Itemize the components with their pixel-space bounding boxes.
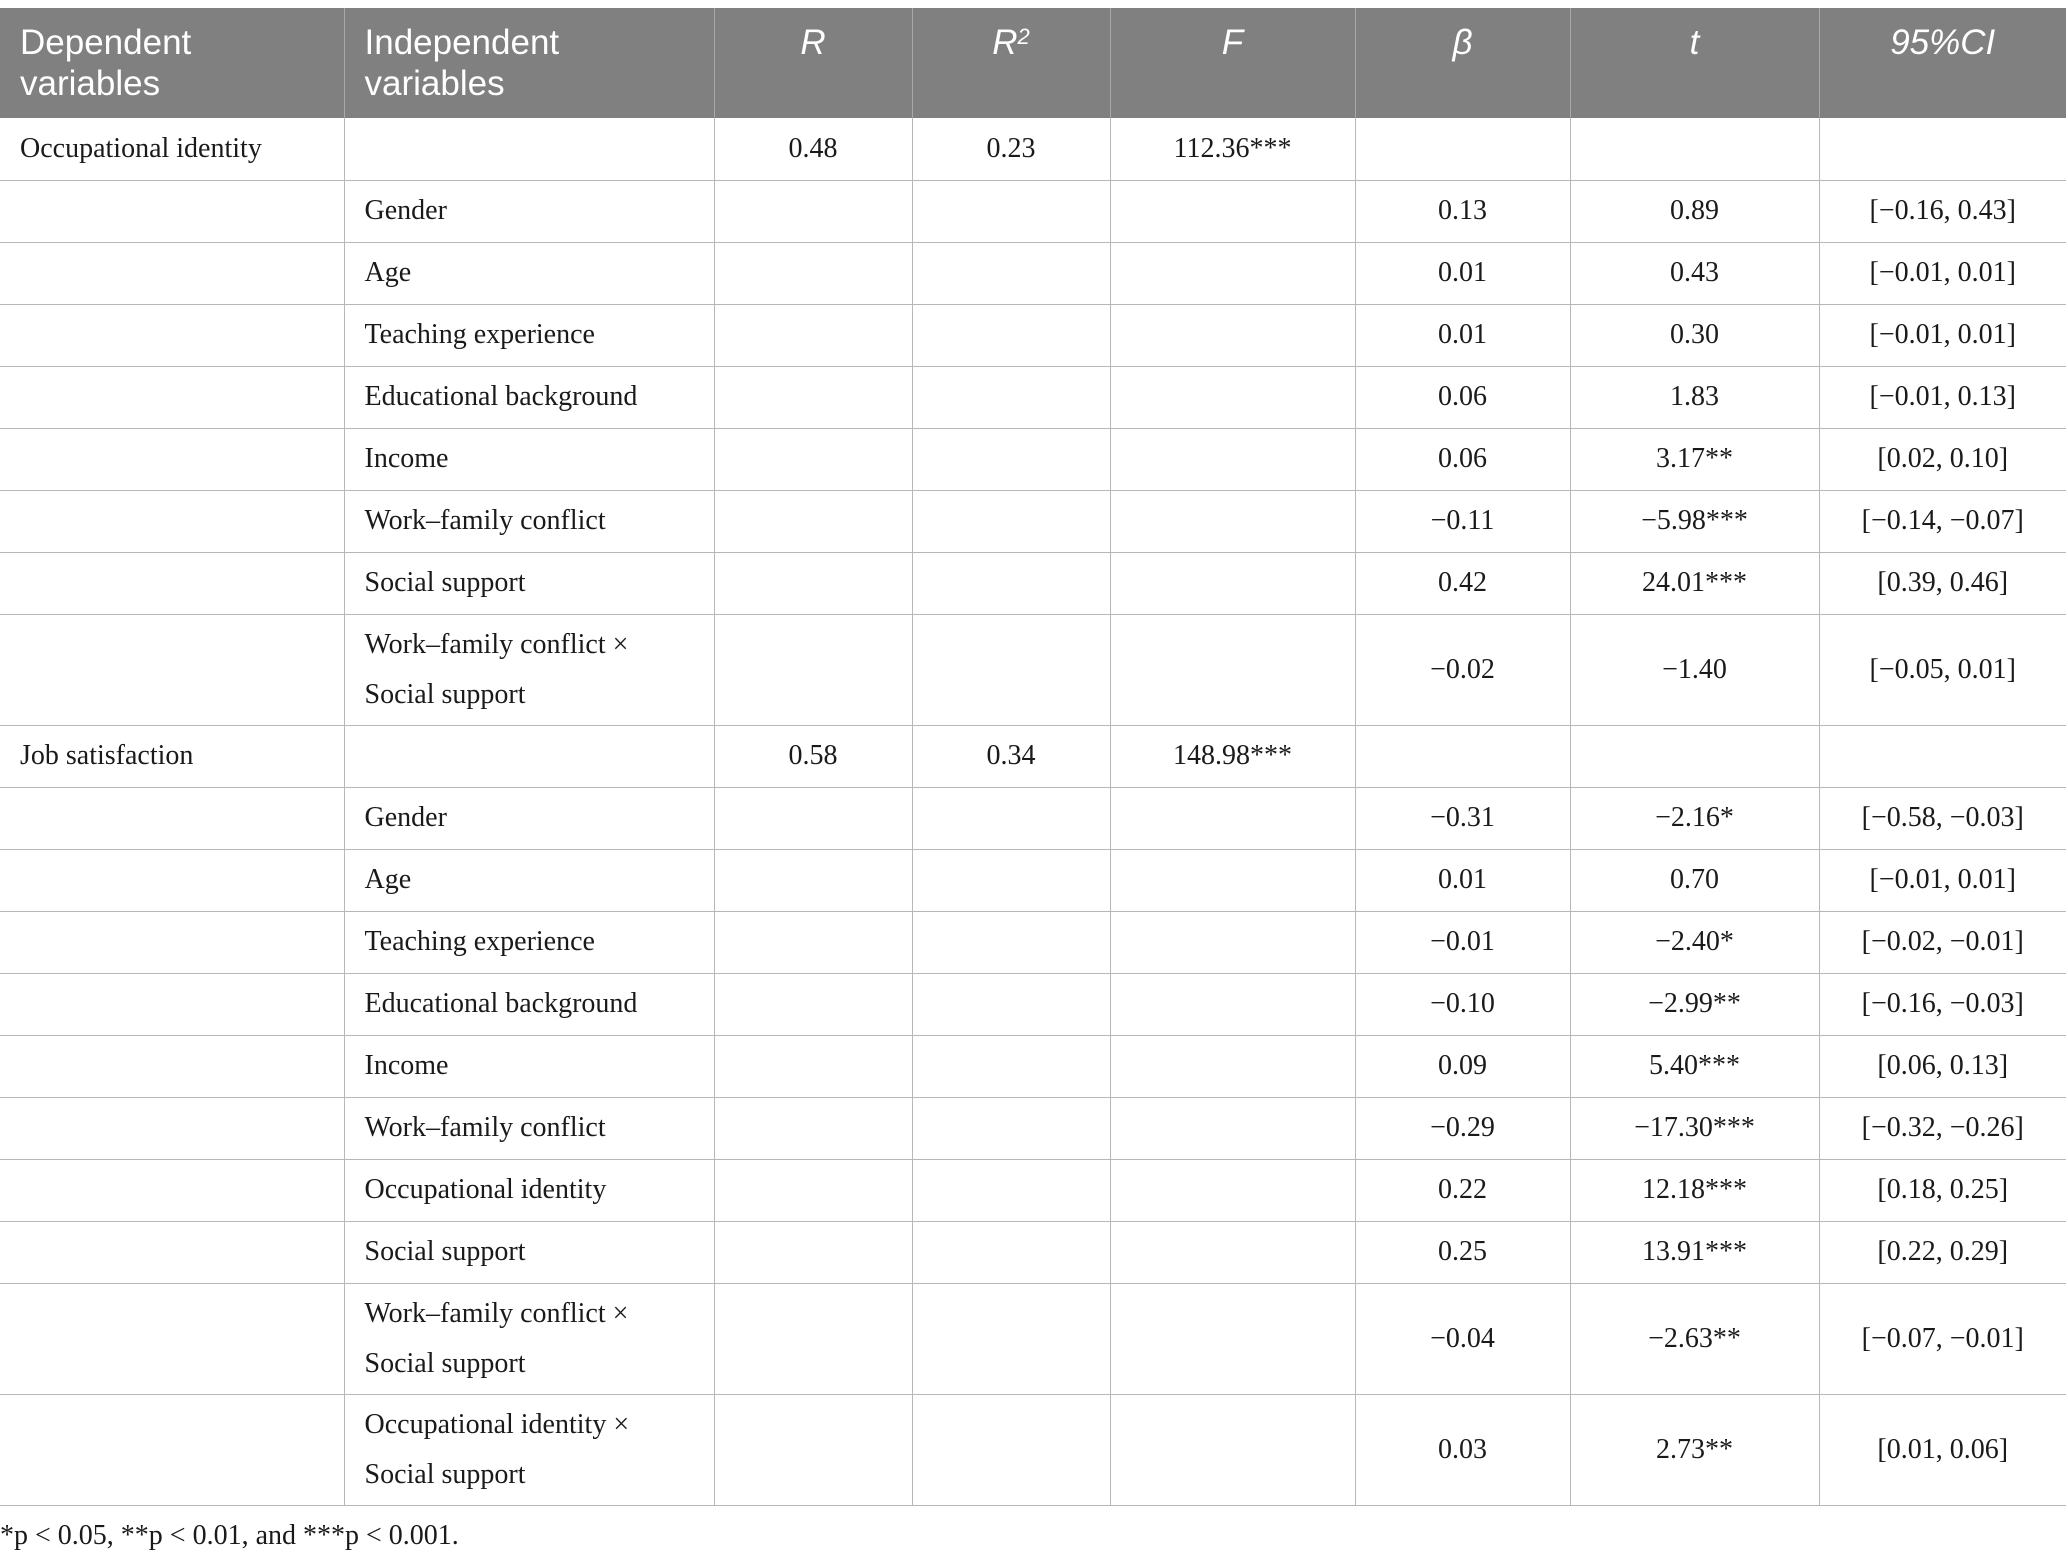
cell-dependent-variable <box>0 1221 344 1283</box>
table-row <box>0 1097 2066 1159</box>
cell-dependent-variable <box>0 366 344 428</box>
cell-dependent-variable <box>0 1035 344 1097</box>
cell-independent-variable <box>344 725 714 787</box>
cell-beta: 0.06 <box>1355 428 1570 490</box>
cell-95-ci: [−0.01, 0.01] <box>1819 304 2066 366</box>
cell-95-ci: [0.18, 0.25] <box>1819 1159 2066 1221</box>
cell-t: 5.40*** <box>1570 1035 1819 1097</box>
cell-r <box>714 1159 912 1221</box>
table-row <box>0 973 2066 1035</box>
cell-f <box>1110 552 1355 614</box>
cell-r-squared <box>912 428 1110 490</box>
header-t: t <box>1570 8 1819 118</box>
cell-f <box>1110 1394 1355 1505</box>
cell-95-ci: [−0.02, −0.01] <box>1819 911 2066 973</box>
cell-t: −2.40* <box>1570 911 1819 973</box>
header-beta: β <box>1355 8 1570 118</box>
table-row <box>0 366 2066 428</box>
cell-t: −17.30*** <box>1570 1097 1819 1159</box>
table-row <box>0 1221 2066 1283</box>
cell-beta <box>1355 118 1570 180</box>
cell-f <box>1110 1097 1355 1159</box>
cell-dependent-variable <box>0 1283 344 1394</box>
cell-dependent-variable <box>0 304 344 366</box>
cell-95-ci: [−0.05, 0.01] <box>1819 614 2066 725</box>
cell-f <box>1110 490 1355 552</box>
header-r-squared <box>912 8 1110 118</box>
cell-beta: 0.42 <box>1355 552 1570 614</box>
table-row <box>0 1035 2066 1097</box>
cell-dependent-variable <box>0 1097 344 1159</box>
significance-footnote: *p < 0.05, **p < 0.01, and ***p < 0.001. <box>0 1520 459 1551</box>
header-f: F <box>1110 8 1355 118</box>
cell-f <box>1110 180 1355 242</box>
cell-f: 148.98*** <box>1110 725 1355 787</box>
table-row <box>0 242 2066 304</box>
cell-95-ci: [−0.58, −0.03] <box>1819 787 2066 849</box>
cell-95-ci: [−0.01, 0.01] <box>1819 242 2066 304</box>
cell-independent-variable: Occupational identity × Social support <box>344 1394 714 1505</box>
table-row <box>0 490 2066 552</box>
cell-independent-variable <box>344 118 714 180</box>
cell-95-ci: [−0.14, −0.07] <box>1819 490 2066 552</box>
table-row <box>0 614 2066 725</box>
table-row <box>0 1394 2066 1505</box>
cell-95-ci: [0.06, 0.13] <box>1819 1035 2066 1097</box>
header-dependent-variables: Dependent variables <box>0 8 344 118</box>
cell-f <box>1110 849 1355 911</box>
cell-independent-variable: Income <box>344 1035 714 1097</box>
cell-r <box>714 1097 912 1159</box>
cell-independent-variable: Work–family conflict <box>344 1097 714 1159</box>
cell-t: −2.99** <box>1570 973 1819 1035</box>
cell-f <box>1110 1159 1355 1221</box>
cell-r <box>714 1283 912 1394</box>
regression-table-container <box>0 8 2066 1506</box>
cell-t: −1.40 <box>1570 614 1819 725</box>
cell-beta: 0.01 <box>1355 304 1570 366</box>
cell-r-squared <box>912 1283 1110 1394</box>
cell-95-ci: [−0.32, −0.26] <box>1819 1097 2066 1159</box>
cell-beta: −0.11 <box>1355 490 1570 552</box>
cell-r-squared: 0.34 <box>912 725 1110 787</box>
cell-dependent-variable <box>0 242 344 304</box>
table-row <box>0 1283 2066 1394</box>
cell-beta: −0.10 <box>1355 973 1570 1035</box>
cell-t: 1.83 <box>1570 366 1819 428</box>
cell-t: 12.18*** <box>1570 1159 1819 1221</box>
cell-t: 0.70 <box>1570 849 1819 911</box>
cell-f <box>1110 366 1355 428</box>
cell-r-squared <box>912 490 1110 552</box>
cell-beta: −0.31 <box>1355 787 1570 849</box>
cell-r <box>714 180 912 242</box>
cell-95-ci: [−0.16, −0.03] <box>1819 973 2066 1035</box>
cell-beta: 0.01 <box>1355 849 1570 911</box>
cell-r <box>714 490 912 552</box>
cell-dependent-variable <box>0 614 344 725</box>
cell-dependent-variable <box>0 490 344 552</box>
regression-table <box>0 8 2066 1506</box>
cell-f <box>1110 242 1355 304</box>
table-row <box>0 304 2066 366</box>
cell-r-squared <box>912 242 1110 304</box>
cell-r <box>714 973 912 1035</box>
cell-independent-variable: Educational background <box>344 973 714 1035</box>
cell-r <box>714 1221 912 1283</box>
cell-beta: 0.22 <box>1355 1159 1570 1221</box>
table-row <box>0 725 2066 787</box>
header-r-squared-superscript: 2 <box>1017 24 1030 49</box>
cell-t: 0.30 <box>1570 304 1819 366</box>
cell-r <box>714 787 912 849</box>
cell-independent-variable: Work–family conflict <box>344 490 714 552</box>
table-body <box>0 118 2066 1505</box>
cell-dependent-variable <box>0 180 344 242</box>
cell-dependent-variable <box>0 911 344 973</box>
cell-95-ci: [−0.16, 0.43] <box>1819 180 2066 242</box>
cell-r-squared <box>912 1394 1110 1505</box>
cell-95-ci <box>1819 725 2066 787</box>
cell-r-squared <box>912 552 1110 614</box>
cell-r <box>714 849 912 911</box>
cell-r <box>714 1035 912 1097</box>
table-header-row <box>0 8 2066 118</box>
cell-beta: 0.25 <box>1355 1221 1570 1283</box>
cell-r-squared <box>912 180 1110 242</box>
table-row <box>0 552 2066 614</box>
cell-r <box>714 552 912 614</box>
cell-r-squared <box>912 911 1110 973</box>
cell-f <box>1110 787 1355 849</box>
cell-t: 2.73** <box>1570 1394 1819 1505</box>
cell-r <box>714 242 912 304</box>
header-independent-variables: Independent variables <box>344 8 714 118</box>
cell-r-squared <box>912 614 1110 725</box>
cell-f <box>1110 973 1355 1035</box>
table-row <box>0 911 2066 973</box>
cell-f <box>1110 1035 1355 1097</box>
cell-r <box>714 614 912 725</box>
cell-independent-variable: Income <box>344 428 714 490</box>
cell-95-ci: [0.22, 0.29] <box>1819 1221 2066 1283</box>
cell-f <box>1110 614 1355 725</box>
cell-independent-variable: Work–family conflict × Social support <box>344 1283 714 1394</box>
cell-independent-variable: Gender <box>344 787 714 849</box>
cell-dependent-variable <box>0 428 344 490</box>
cell-t <box>1570 725 1819 787</box>
cell-f <box>1110 911 1355 973</box>
cell-dependent-variable: Job satisfaction <box>0 725 344 787</box>
cell-t <box>1570 118 1819 180</box>
cell-95-ci: [0.01, 0.06] <box>1819 1394 2066 1505</box>
cell-95-ci: [0.39, 0.46] <box>1819 552 2066 614</box>
cell-beta: −0.02 <box>1355 614 1570 725</box>
cell-f: 112.36*** <box>1110 118 1355 180</box>
cell-f <box>1110 428 1355 490</box>
cell-r-squared <box>912 1035 1110 1097</box>
header-95-ci: 95%CI <box>1819 8 2066 118</box>
cell-r-squared <box>912 1097 1110 1159</box>
cell-95-ci: [−0.01, 0.01] <box>1819 849 2066 911</box>
cell-beta: 0.09 <box>1355 1035 1570 1097</box>
cell-beta: −0.01 <box>1355 911 1570 973</box>
cell-r <box>714 1394 912 1505</box>
cell-r-squared: 0.23 <box>912 118 1110 180</box>
cell-95-ci: [−0.01, 0.13] <box>1819 366 2066 428</box>
table-row <box>0 118 2066 180</box>
cell-dependent-variable <box>0 552 344 614</box>
cell-beta: −0.04 <box>1355 1283 1570 1394</box>
header-r-squared-base: R <box>992 23 1018 62</box>
cell-independent-variable: Social support <box>344 552 714 614</box>
cell-independent-variable: Teaching experience <box>344 304 714 366</box>
cell-95-ci <box>1819 118 2066 180</box>
cell-beta: −0.29 <box>1355 1097 1570 1159</box>
cell-f <box>1110 304 1355 366</box>
cell-95-ci: [−0.07, −0.01] <box>1819 1283 2066 1394</box>
cell-dependent-variable <box>0 973 344 1035</box>
cell-independent-variable: Educational background <box>344 366 714 428</box>
cell-r <box>714 366 912 428</box>
cell-independent-variable: Occupational identity <box>344 1159 714 1221</box>
table-row <box>0 1159 2066 1221</box>
cell-r-squared <box>912 1221 1110 1283</box>
cell-r-squared <box>912 787 1110 849</box>
cell-independent-variable: Social support <box>344 1221 714 1283</box>
cell-t: 3.17** <box>1570 428 1819 490</box>
cell-dependent-variable <box>0 787 344 849</box>
cell-r <box>714 428 912 490</box>
cell-r-squared <box>912 973 1110 1035</box>
cell-r-squared <box>912 1159 1110 1221</box>
cell-t: 13.91*** <box>1570 1221 1819 1283</box>
cell-beta: 0.13 <box>1355 180 1570 242</box>
cell-independent-variable: Age <box>344 242 714 304</box>
table-row <box>0 180 2066 242</box>
cell-independent-variable: Work–family conflict × Social support <box>344 614 714 725</box>
table-row <box>0 787 2066 849</box>
cell-95-ci: [0.02, 0.10] <box>1819 428 2066 490</box>
cell-r-squared <box>912 304 1110 366</box>
cell-t: 0.43 <box>1570 242 1819 304</box>
cell-independent-variable: Teaching experience <box>344 911 714 973</box>
cell-f <box>1110 1283 1355 1394</box>
cell-dependent-variable <box>0 1394 344 1505</box>
cell-beta: 0.06 <box>1355 366 1570 428</box>
table-row <box>0 849 2066 911</box>
cell-beta: 0.01 <box>1355 242 1570 304</box>
cell-dependent-variable <box>0 849 344 911</box>
cell-t: −2.63** <box>1570 1283 1819 1394</box>
cell-beta: 0.03 <box>1355 1394 1570 1505</box>
cell-t: 0.89 <box>1570 180 1819 242</box>
cell-independent-variable: Gender <box>344 180 714 242</box>
cell-r: 0.48 <box>714 118 912 180</box>
cell-t: −5.98*** <box>1570 490 1819 552</box>
cell-t: 24.01*** <box>1570 552 1819 614</box>
cell-independent-variable: Age <box>344 849 714 911</box>
cell-r <box>714 304 912 366</box>
cell-dependent-variable: Occupational identity <box>0 118 344 180</box>
cell-beta <box>1355 725 1570 787</box>
cell-r: 0.58 <box>714 725 912 787</box>
cell-r-squared <box>912 366 1110 428</box>
cell-f <box>1110 1221 1355 1283</box>
header-r: R <box>714 8 912 118</box>
cell-t: −2.16* <box>1570 787 1819 849</box>
cell-r-squared <box>912 849 1110 911</box>
cell-r <box>714 911 912 973</box>
cell-dependent-variable <box>0 1159 344 1221</box>
table-row <box>0 428 2066 490</box>
